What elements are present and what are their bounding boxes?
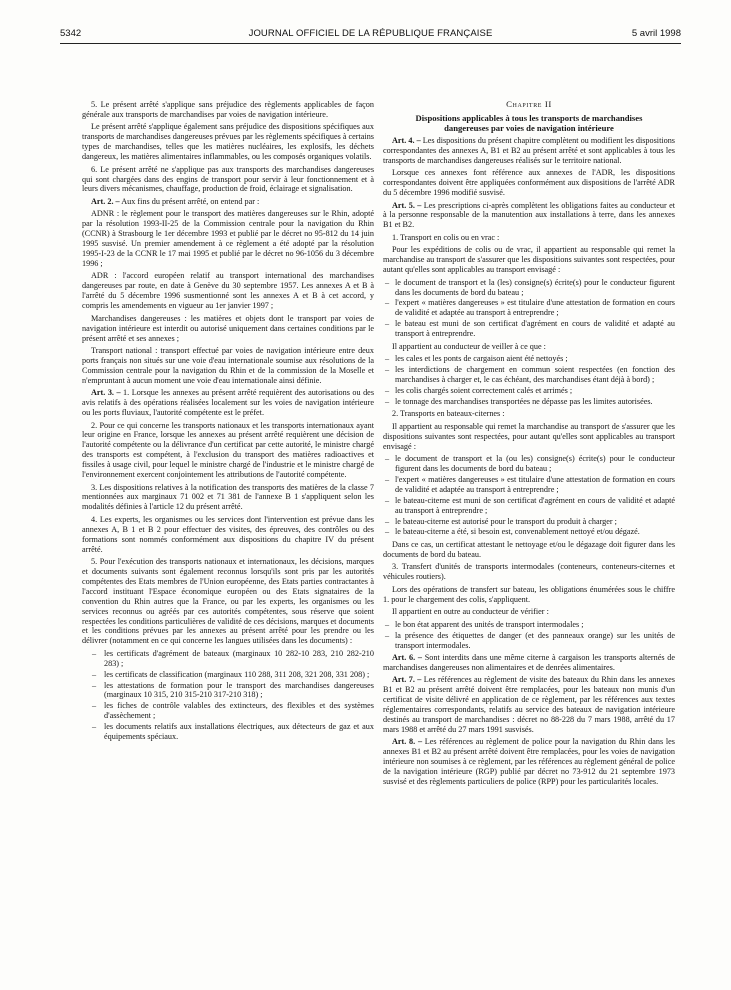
article-text: Les références au règlement de visite des bateaux du Rhin dans les annexes B1 et B2 au présent arrêté doivent être remplacées, pour les bateaux non munis d'un certificat de visite délivré en application de ce règlement, par les références aux textes réglementaires correspondants, relatifs au service des bateaux de navigation intérieure destinés au transport de marchandises : décret no 88-228 du 7 mars 1988, arrêté du 17 mars 1988 et arrêté du 27 mars 1991 susvisés. — [383, 675, 675, 734]
subheading: 2. Transports en bateaux-citernes : — [392, 409, 505, 419]
article-3 — [82, 388, 374, 418]
issue-date: 5 avril 1998 — [631, 28, 681, 39]
article-text: Les références au règlement de police pour la navigation du Rhin dans les annexes B1 et B2 au présent arrêté doivent être remplacées, pour les voies de navigation intérieure non soumises à ce règlement, par les références au règlement général de police de la navigation intérieure (RGP) publié par décret no 73-912 du 21 septembre 1973 susvisé et des règlements particuliers de police (RPP) pour les particularités locales. — [383, 737, 675, 787]
list-item: – les cales et les ponts de cargaison aient été nettoyés ; — [383, 354, 675, 364]
article-label: Art. 8. – — [392, 737, 423, 747]
list-item: – les documents relatifs aux installations électriques, aux détecteurs de gaz et aux équipements spéciaux. — [82, 722, 374, 742]
right-column — [383, 100, 675, 790]
list-item: – le bon état apparent des unités de transport intermodales ; — [383, 620, 675, 630]
list-item: – les colis chargés soient correctement calés et arrimés ; — [383, 386, 675, 396]
page-header — [60, 28, 681, 42]
article-text: Les prescriptions ci-après complètent les obligations faites au conducteur et à la personne responsable de la manutention aux installations à terre, dans les annexes B1 et B2. — [383, 200, 675, 230]
list-item: – le document de transport et la (les) consigne(s) écrite(s) pour le conducteur figurent dans les documents de bord du bateau ; — [383, 278, 675, 298]
chapter-title: Dispositions applicables à tous les transports de marchandises dangereuses par voies de navigation intérieure — [415, 112, 643, 133]
list-item: – le bateau-citerne est muni de son certificat d'agrément en cours de validité et adapté au transport à entreprendre ; — [383, 496, 675, 516]
paragraph: Lors des opérations de transfert sur bateau, les obligations énumérées sous le chiffre 1. pour le chargement des colis, s'appliquent. — [383, 584, 675, 604]
article-label: Art. 5. – — [392, 200, 422, 210]
article-text: Aux fins du présent arrêté, on entend par : — [119, 196, 260, 206]
list-item: – l'expert « matières dangereuses » est titulaire d'une attestation de formation en cours de validité et adaptée au transport à entreprendre ; — [383, 475, 675, 495]
paragraph: 6. Le présent arrêté ne s'applique pas aux transports des marchandises dangereuses qui sont chargées dans des engins de transport pour servir à leur fonctionnement et à leurs divers mécanismes, chauffage, production de froid, éclairage et signalisation. — [82, 164, 374, 194]
article-text: 1. Lorsque les annexes au présent arrêté requièrent des autorisations ou des avis relatifs à des opérations réalisées localement sur les voies de navigation intérieure ou les ports fluviaux, l'autorité compétente est le préfet. — [82, 388, 374, 418]
definition-marchandises: Marchandises dangereuses : les matières et objets dont le transport par voies de navigation intérieure est interdit ou autorisé uniquement dans certaines conditions par le présent arrêté et ses annexes ; — [82, 313, 374, 343]
list-item: – l'expert « matières dangereuses » est titulaire d'une attestation de formation en cours de validité et adaptée au transport à entreprendre ; — [383, 298, 675, 318]
page-number: 5342 — [60, 28, 82, 39]
list-item: – les fiches de contrôle valables des extincteurs, des flexibles et des systèmes d'assèchement ; — [82, 701, 374, 721]
article-label: Art. 7. – — [392, 675, 422, 685]
subheading: 1. Transport en colis ou en vrac : — [392, 232, 500, 242]
article-label: Art. 3. – — [91, 388, 121, 398]
article-6 — [383, 653, 675, 673]
list-item: – le bateau-citerne est autorisé pour le transport du produit à charger ; — [383, 517, 675, 527]
article-5 — [383, 201, 675, 231]
article-7 — [383, 675, 675, 734]
conductor-list — [383, 354, 675, 407]
paragraph: 3. Transfert d'unités de transports intermodales (conteneurs, conteneurs-citernes et véhicules routiers). — [383, 562, 675, 582]
list-item: – le tonnage des marchandises transportées ne dépasse pas les limites autorisées. — [383, 397, 675, 407]
paragraph: Il appartient au responsable qui remet la marchandise au transport de s'assurer que les dispositions suivantes sont respectées, pour autant qu'elles sont applicables au transport envisagé : — [383, 421, 675, 451]
list-item: – les attestations de formation pour le transport des marchandises dangereuses (marginaux 10 315, 210 315-210 317-210 318) ; — [82, 681, 374, 701]
paragraph: Lorsque ces annexes font référence aux annexes de l'ADR, les dispositions correspondantes doivent être appliquées conformément aux dispositions de l'arrêté ADR du 5 décembre 1996 modifié susvisé. — [383, 168, 675, 198]
documents-list — [82, 649, 374, 742]
definition-transport-national: Transport national : transport effectué par voies de navigation intérieure entre deux ports français non situés sur une voie d'eau internationale soumise aux résolutions de la Commission centrale pour la navigation du Rhin et de la commission de la Moselle et n'empruntant à aucun moment une voie d'eau internationale ainsi définie. — [82, 346, 374, 385]
chapter-heading: Chapitre II — [506, 99, 552, 109]
paragraph: 2. Pour ce qui concerne les transports nationaux et les transports internationaux ayant leur origine en France, lorsque les annexes au présent arrêté requièrent une décision de l'autorité compétente ou la délivrance d'un certificat par cette autorité, le ministre chargé des transports est compétent, à l'exclusion du transport des matières radioactives et fissiles à usage civil, pour lequel le ministre chargé de l'industrie et le ministre chargé de l'environnement exercent conjointement les attributions de l'autorité compétente. — [82, 420, 374, 480]
list-item: – le bateau-citerne a été, si besoin est, convenablement nettoyé et/ou dégazé. — [383, 527, 675, 537]
paragraph: Le présent arrêté s'applique également sans préjudice des dispositions spécifiques aux transports de marchandises dangereuses prévues par les règlements spécifiques à certains types de marchandises, telles que les matières nucléaires, les explosifs, les déchets dangereux, les matières alimentaires inflammables, ou les composés organiques volatils. — [82, 122, 374, 162]
tanker-list — [383, 454, 675, 537]
journal-title: JOURNAL OFFICIEL DE LA RÉPUBLIQUE FRANÇAISE — [248, 28, 493, 39]
definition-adnr: ADNR : le règlement pour le transport des matières dangereuses sur le Rhin, adopté par la résolution 1993-II-25 de la Commission centrale pour la navigation du Rhin (CCNR) à Strasbourg le 1er décembre 1993 et publié par le décret no 95-812 du 14 juin 1995 susvisé. Un premier amendement à ce règlement a été adopté par la résolution 1995-I-23 de la CCNR le 17 mai 1995 et publié par le décret no 96-1056 du 3 décembre 1996 ; — [82, 209, 374, 268]
paragraph: Pour les expéditions de colis ou de vrac, il appartient au responsable qui remet la marchandise au transport de s'assurer que les dispositions suivantes sont respectées, pour autant qu'elles sont applicables au transport envisagé : — [383, 245, 675, 275]
article-text: Les dispositions du présent chapitre complètent ou modifient les dispositions correspondantes des annexes A, B1 et B2 au présent arrêté et sont applicables à tous les transports de marchandises dangereuses réalisés sur le territoire national. — [383, 135, 675, 165]
article-label: Art. 2. – — [91, 196, 120, 206]
paragraph: Il appartient en outre au conducteur de vérifier : — [392, 607, 549, 617]
list-item: – la présence des étiquettes de danger (et des panneaux orange) sur les unités de transport intermodales. — [383, 631, 675, 651]
paragraph: 5. Pour l'exécution des transports nationaux et internationaux, les décisions, marques et documents suivants sont également reconnus lorsqu'ils sont pris par les autorités compétentes des Etats membres de l'Union européenne, des Etats parties contractantes à l'accord instituant l'Espace économique européen ou des Etats signataires de la convention du Rhin autres que la France, ou par les experts, les organismes ou les services reconnus ou agréés par ces autorités compétentes, sous réserve que soient respectées les conditions particulières de validité de ces décisions, marques et documents et les conditions prévues par les annexes au présent arrêté pour les prendre ou les délivrer (notamment en ce qui concerne les langues utilisées dans les documents) : — [82, 557, 374, 646]
article-2 — [82, 197, 374, 207]
definition-adr: ADR : l'accord européen relatif au transport international des marchandises dangereuses par route, en date à Genève du 30 septembre 1957. Les annexes A et B à l'arrêté du 5 décembre 1996 susmentionné sont les annexes A et B à cet accord, y compris les amendements en vigueur au 1er janvier 1997 ; — [82, 271, 374, 311]
list-item: – le bateau est muni de son certificat d'agrément en cours de validité et adapté au transport à entreprendre. — [383, 319, 675, 339]
left-column — [82, 100, 374, 745]
article-label: Art. 4. – — [392, 135, 421, 145]
paragraph: Dans ce cas, un certificat attestant le nettoyage et/ou le dégazage doit figurer dans les documents de bord du bateau. — [383, 539, 675, 559]
header-rule — [60, 43, 681, 44]
paragraph: 3. Les dispositions relatives à la notification des transports des matières de la classe 7 mentionnées aux marginaux 71 002 et 71 381 de l'annexe B 1 s'appliquent selon les modalités définies à l'article 12 du présent arrêté. — [82, 482, 374, 512]
list-item: – les certificats de classification (marginaux 110 288, 311 208, 321 208, 331 208) ; — [82, 670, 374, 680]
article-8 — [383, 737, 675, 787]
article-label: Art. 6. – — [392, 653, 422, 662]
paragraph: 4. Les experts, les organismes ou les services dont l'intervention est prévue dans les annexes A, B 1 et B 2 pour effectuer des visites, des épreuves, des contrôles ou des formations sont nommés conformément aux dispositions du chapitre IV du présent arrêté. — [82, 514, 374, 554]
paragraph: 5. Le présent arrêté s'applique sans préjudice des règlements applicables de façon générale aux transports de marchandises par voies de navigation intérieure. — [82, 100, 374, 119]
verification-list — [383, 620, 675, 651]
paragraph: Il appartient au conducteur de veiller à ce que : — [392, 341, 546, 351]
list-item: – le document de transport et la (ou les) consigne(s) écrite(s) pour le conducteur figurent dans les documents de bord du bateau ; — [383, 454, 675, 474]
list-item: – les interdictions de chargement en commun soient respectées (en fonction des marchandises à charger et, le cas échéant, des marchandises étant déjà à bord) ; — [383, 365, 675, 385]
article-text: Sont interdits dans une même citerne à cargaison les transports alternés de marchandises dangereuses non alimentaires et de denrées alimentaires. — [383, 653, 675, 672]
list-item: – les certificats d'agrément de bateaux (marginaux 10 282-10 283, 210 282-210 283) ; — [82, 649, 374, 669]
obligations-list — [383, 278, 675, 339]
article-4 — [383, 136, 675, 166]
